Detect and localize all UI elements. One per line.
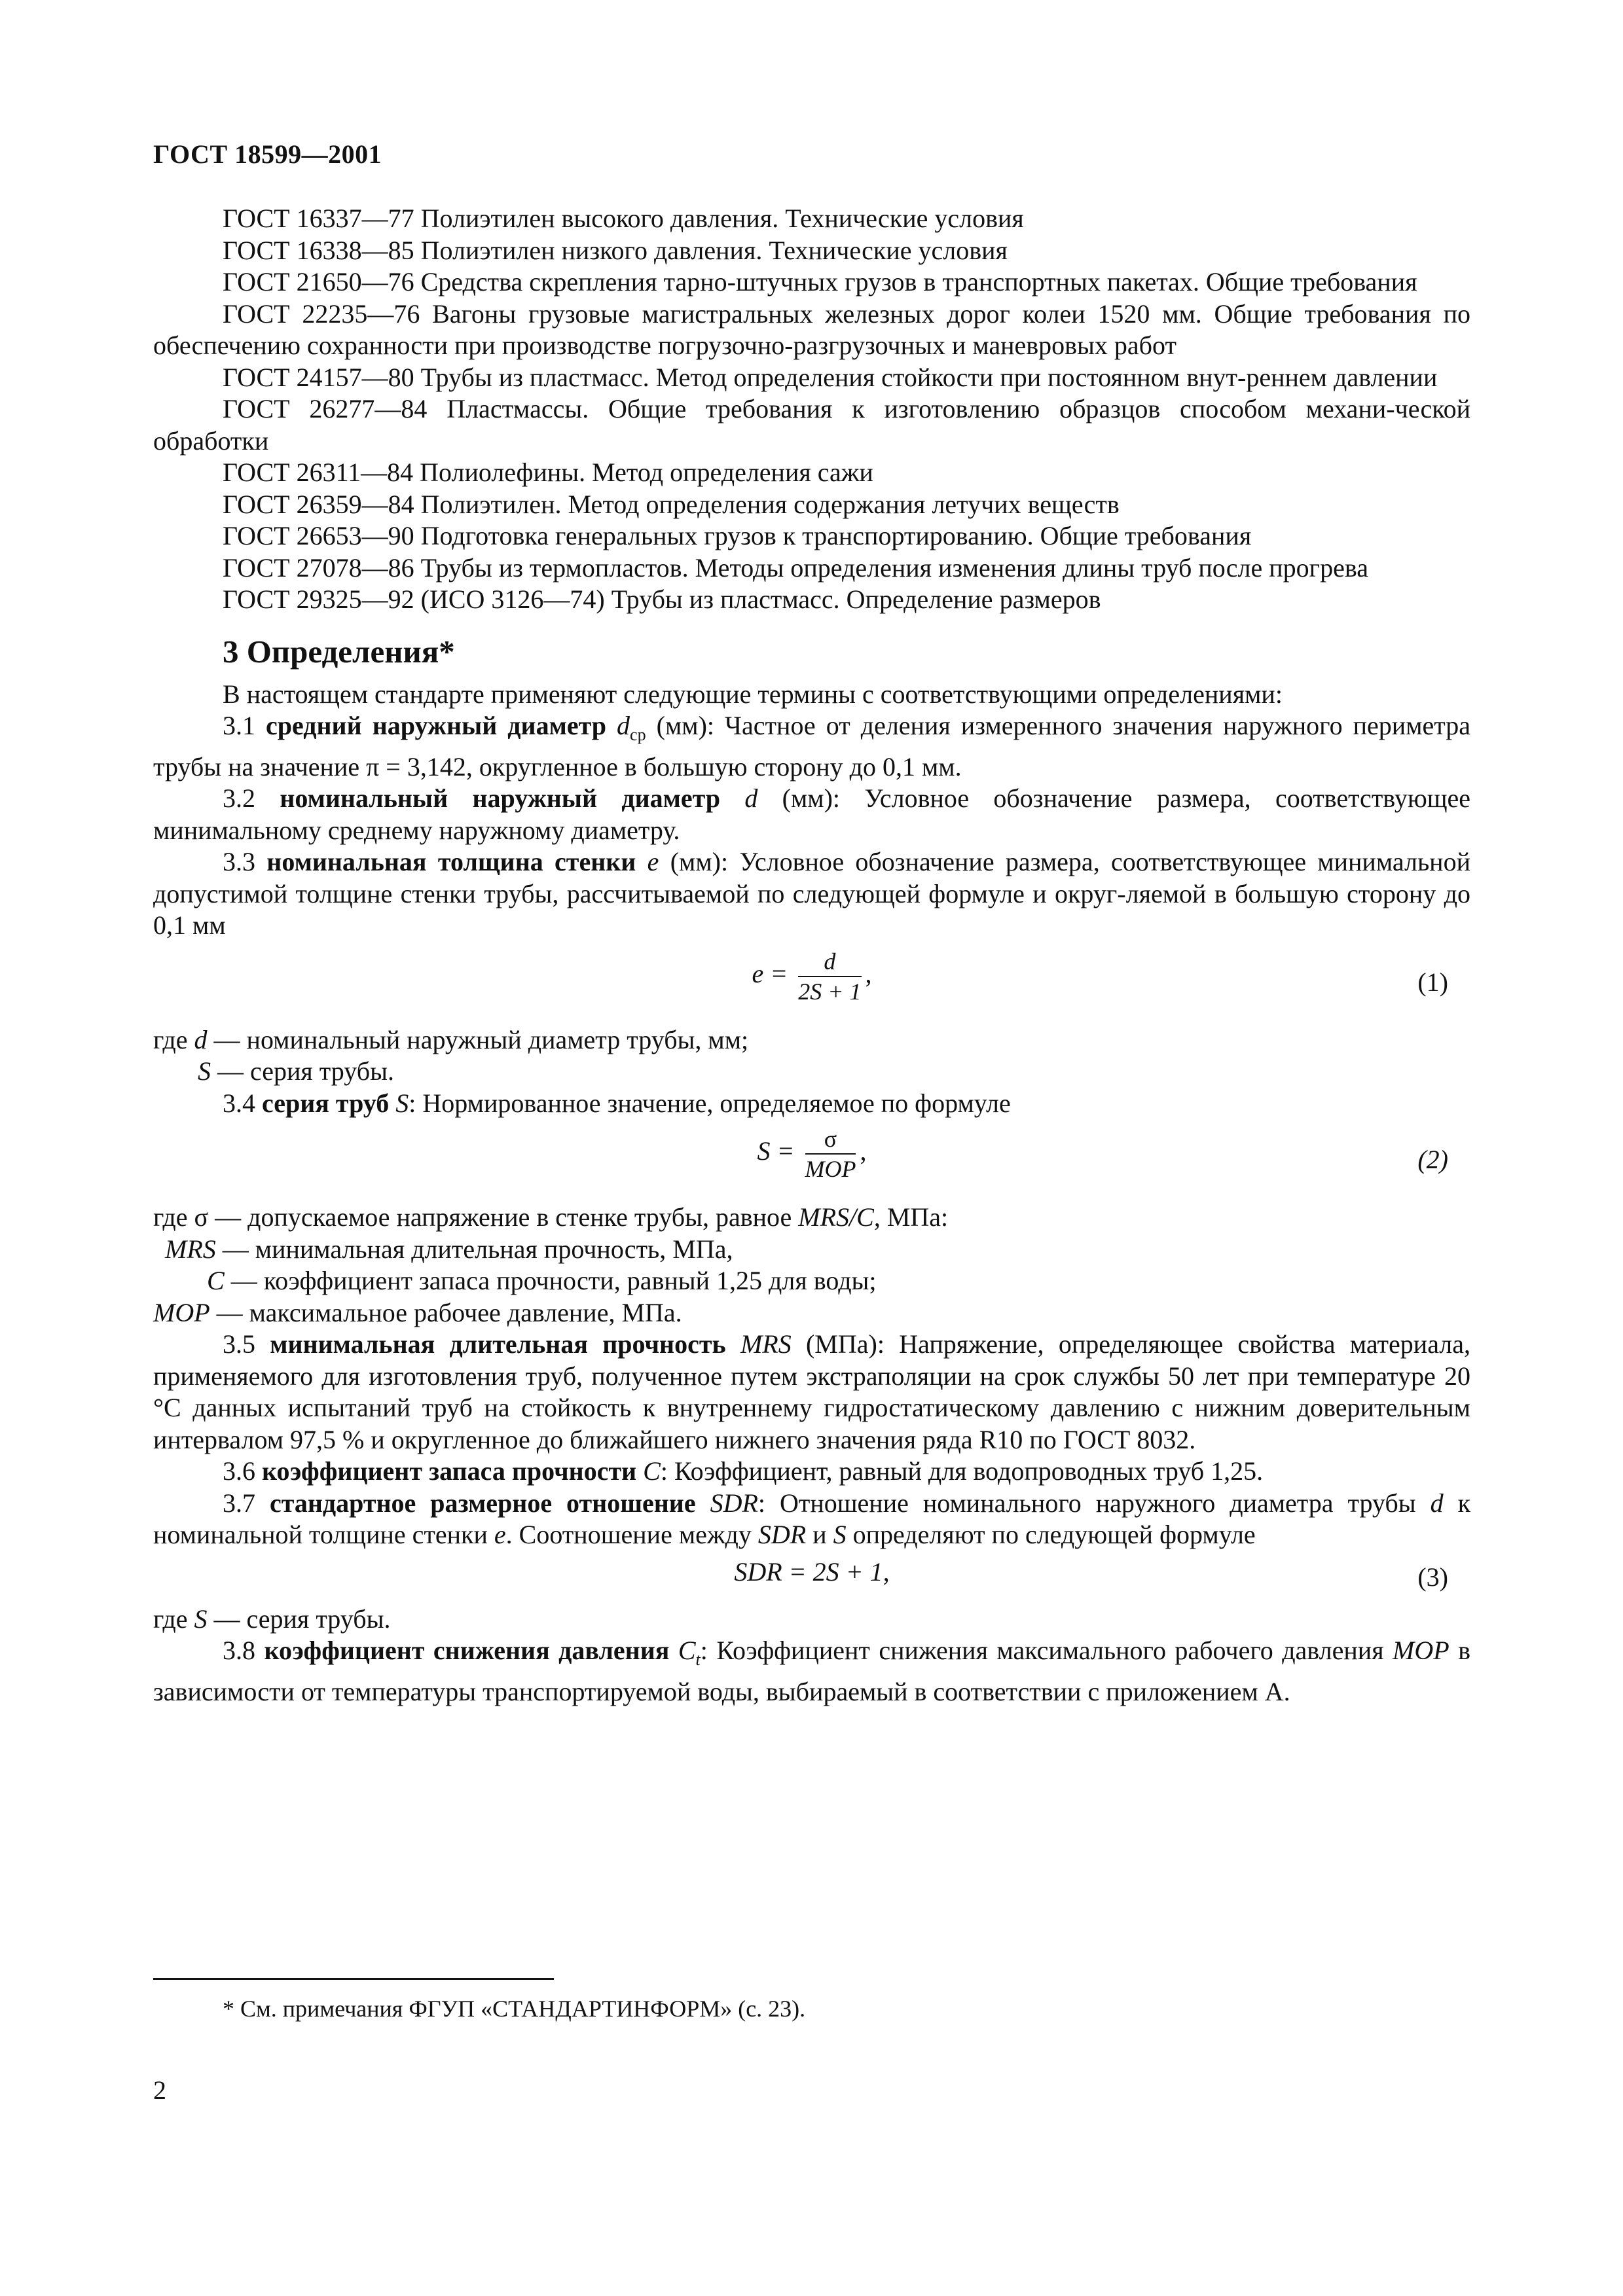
reference-item: ГОСТ 26311—84 Полиолефины. Метод определения сажи [223, 457, 873, 487]
clause-number: 3.3 [223, 847, 255, 876]
where-line [153, 1297, 1470, 1329]
definition-text: (мм): Условное обозначение размера, соответствующее минимальному среднему наружному диаметру. [153, 783, 1471, 845]
footnote: * См. примечания ФГУП «СТАНДАРТИНФОРМ» (с. 23). [223, 1996, 806, 2022]
where-text: — допускаемое напряжение в стенке трубы, равное [208, 1202, 799, 1232]
definition-3-8 [153, 1635, 1470, 1708]
reference-item: ГОСТ 27078—86 Трубы из термопластов. Методы определения изменения длины труб после прогрева [223, 552, 1368, 583]
document-body [153, 203, 1470, 1708]
symbol: MOP [1393, 1636, 1450, 1665]
reference-item: ГОСТ 26653—90 Подготовка генеральных грузов к транспортированию. Общие требования [223, 521, 1252, 550]
definition-3-5 [153, 1329, 1470, 1456]
formula-fraction [805, 1124, 856, 1183]
where-line [153, 1202, 1470, 1234]
definition-3-7 [153, 1488, 1470, 1551]
where-symbol: MRS [165, 1234, 216, 1264]
fraction-denominator: MOP [805, 1156, 856, 1182]
fraction-numerator: σ [805, 1124, 856, 1155]
clause-number: 3.2 [223, 783, 255, 813]
where-prefix: где [153, 1024, 194, 1054]
formula-lhs: S = [757, 1136, 795, 1166]
term: минимальная длительная прочность [270, 1329, 726, 1359]
symbol: SDR [757, 1520, 807, 1549]
definition-text: (мм): Частное от деления измеренного значения наружного периметра трубы на значение π = 3,142, округленное в большую сторону до 0,1 мм. [153, 711, 1470, 781]
reference-item: ГОСТ 21650—76 Средства скрепления тарно-штучных грузов в транспортных пакетах. Общие требования [223, 267, 1417, 296]
formula-tail: , [865, 958, 872, 988]
footnote-divider [153, 1978, 554, 1980]
reference-item: ГОСТ 22235—76 Вагоны грузовые магистральных железных дорог колеи 1520 мм. Общие требования по обеспечению сохранности при производстве погрузочно-разгрузочных и маневровых работ [153, 298, 1470, 360]
clause-number: 3.7 [223, 1488, 255, 1518]
definition-text: . Соотношение между [505, 1520, 758, 1549]
formula-lhs: e = [752, 958, 788, 988]
formula-fraction [798, 947, 861, 1006]
fraction-denominator: 2S + 1 [798, 978, 862, 1005]
reference-item: ГОСТ 16337—77 Полиэтилен высокого давления. Технические условия [223, 204, 1024, 233]
where-text: — коэффициент запаса прочности, равный 1,25 для воды; [224, 1266, 877, 1295]
definition-text: определяют по следующей формуле [846, 1520, 1256, 1549]
definition-text: к номинальной толщине стенки [153, 1488, 1471, 1549]
definition-text: : Отношение номинального наружного диаметра трубы [757, 1488, 1431, 1518]
definition-text: (МПа): Напряжение, определяющее свойства материала, применяемого для изготовления труб, полученное путем экстраполяции на срок службы 50 лет при температуре 20 °С данных испытаний труб на стойкость к внутреннему гидростатическому давлению с нижним доверительным интервалом 97,5 % и округленное до ближайшего нижнего значения ряда R10 по ГОСТ 8032. [153, 1329, 1471, 1454]
symbol: d [617, 711, 630, 740]
term: номинальный наружный диаметр [280, 783, 721, 813]
where-symbol: d [194, 1024, 208, 1054]
clause-number: 3.8 [223, 1636, 255, 1665]
clause-number: 3.1 [223, 711, 255, 740]
definition-text: : Коэффициент, равный для водопроводных труб 1,25. [660, 1456, 1264, 1486]
symbol-subscript: ср [630, 725, 646, 744]
reference-item: ГОСТ 26359—84 Полиэтилен. Метод определения содержания летучих веществ [223, 489, 1120, 519]
where-prefix: где [153, 1202, 194, 1232]
where-symbol: σ [194, 1202, 209, 1232]
symbol: e [647, 847, 659, 876]
formula-1 [153, 947, 1470, 1019]
where-line [153, 1024, 1470, 1056]
definition-3-6 [153, 1456, 1470, 1488]
standard-header: ГОСТ 18599—2001 [153, 139, 382, 169]
reference-item: ГОСТ 29325—92 (ИСО 3126—74) Трубы из пластмасс. Определение размеров [223, 584, 1101, 614]
formula-expression: SDR = 2S + 1, [734, 1556, 890, 1587]
reference-item: ГОСТ 24157—80 Трубы из пластмасс. Метод определения стойкости при постоянном внут-реннем давлении [223, 362, 1438, 392]
definition-3-1 [153, 710, 1470, 783]
where-text: — минимальная длительная прочность, МПа, [215, 1234, 733, 1264]
symbol: e [494, 1520, 506, 1549]
formula-expression [153, 1124, 1470, 1183]
definition-text: в зависимости от температуры транспортируемой воды, выбираемый в соответствии с приложением А. [153, 1636, 1471, 1706]
term: серия труб [262, 1088, 390, 1118]
definition-text: : Нормированное значение, определяемое по формуле [409, 1088, 1011, 1118]
definition-text: : Коэффициент снижения максимального рабочего давления [700, 1636, 1393, 1665]
section-intro: В настоящем стандарте применяют следующие термины с соответствующими определениями: [223, 679, 1283, 709]
where-line [153, 1056, 1470, 1088]
symbol: C [643, 1456, 661, 1486]
formula-3 [153, 1556, 1470, 1598]
clause-number: 3.4 [223, 1088, 255, 1118]
where-text: — серия трубы. [207, 1604, 391, 1634]
symbol: d [744, 783, 758, 813]
symbol: C [678, 1636, 696, 1665]
where-text: — максимальное рабочее давление, МПа. [210, 1297, 682, 1327]
where-line [153, 1265, 1470, 1297]
where-line [153, 1604, 1470, 1636]
symbol: d [1430, 1488, 1444, 1518]
symbol-subscript: t [695, 1650, 701, 1669]
where-text: — номинальный наружный диаметр трубы, мм; [207, 1024, 749, 1054]
clause-number: 3.6 [223, 1456, 255, 1486]
where-line [153, 1234, 1470, 1266]
definition-text: (мм): Условное обозначение размера, соответствующее минимальной допустимой толщине стенки трубы, рассчитываемой по следующей формуле и округ-ляемой в большую сторону до 0,1 мм [153, 847, 1470, 940]
symbol: S [833, 1520, 847, 1549]
definition-3-2 [153, 783, 1470, 846]
term: средний наружный диаметр [266, 711, 606, 740]
formula-tail: , [860, 1136, 867, 1166]
term: номинальная толщина стенки [266, 847, 636, 876]
symbol: SDR [710, 1488, 758, 1518]
where-text: — серия трубы. [211, 1056, 394, 1086]
formula-number: (2) [1417, 1145, 1448, 1174]
where-text-2: , МПа: [873, 1202, 949, 1232]
where-symbol: S [194, 1604, 208, 1634]
where-symbol: C [207, 1266, 225, 1295]
reference-item: ГОСТ 26277—84 Пластмассы. Общие требования к изготовлению образцов способом механи-ческой обработки [153, 394, 1470, 456]
where-symbol: S [198, 1056, 211, 1086]
page-number: 2 [153, 2075, 166, 2105]
symbol: MRS [740, 1329, 792, 1359]
definition-3-3 [153, 846, 1470, 942]
clause-number: 3.5 [223, 1329, 255, 1359]
symbol: S [395, 1088, 409, 1118]
section-title: 3 Определения* [223, 633, 455, 670]
formula-2 [153, 1124, 1470, 1196]
where-symbol-2: MRS/C [798, 1202, 874, 1232]
where-prefix: где [153, 1604, 194, 1634]
where-symbol: MOP [153, 1297, 210, 1327]
formula-number: (3) [1417, 1562, 1448, 1592]
term: коэффициент запаса прочности [262, 1456, 637, 1486]
term: коэффициент снижения давления [264, 1636, 670, 1665]
formula-expression [153, 947, 1470, 1006]
definition-3-4 [153, 1088, 1470, 1120]
formula-number: (1) [1417, 967, 1448, 997]
fraction-numerator: d [798, 947, 861, 977]
term: стандартное размерное отношение [269, 1488, 696, 1518]
definition-text: и [806, 1520, 833, 1549]
reference-item: ГОСТ 16338—85 Полиэтилен низкого давления. Технические условия [223, 235, 1008, 265]
